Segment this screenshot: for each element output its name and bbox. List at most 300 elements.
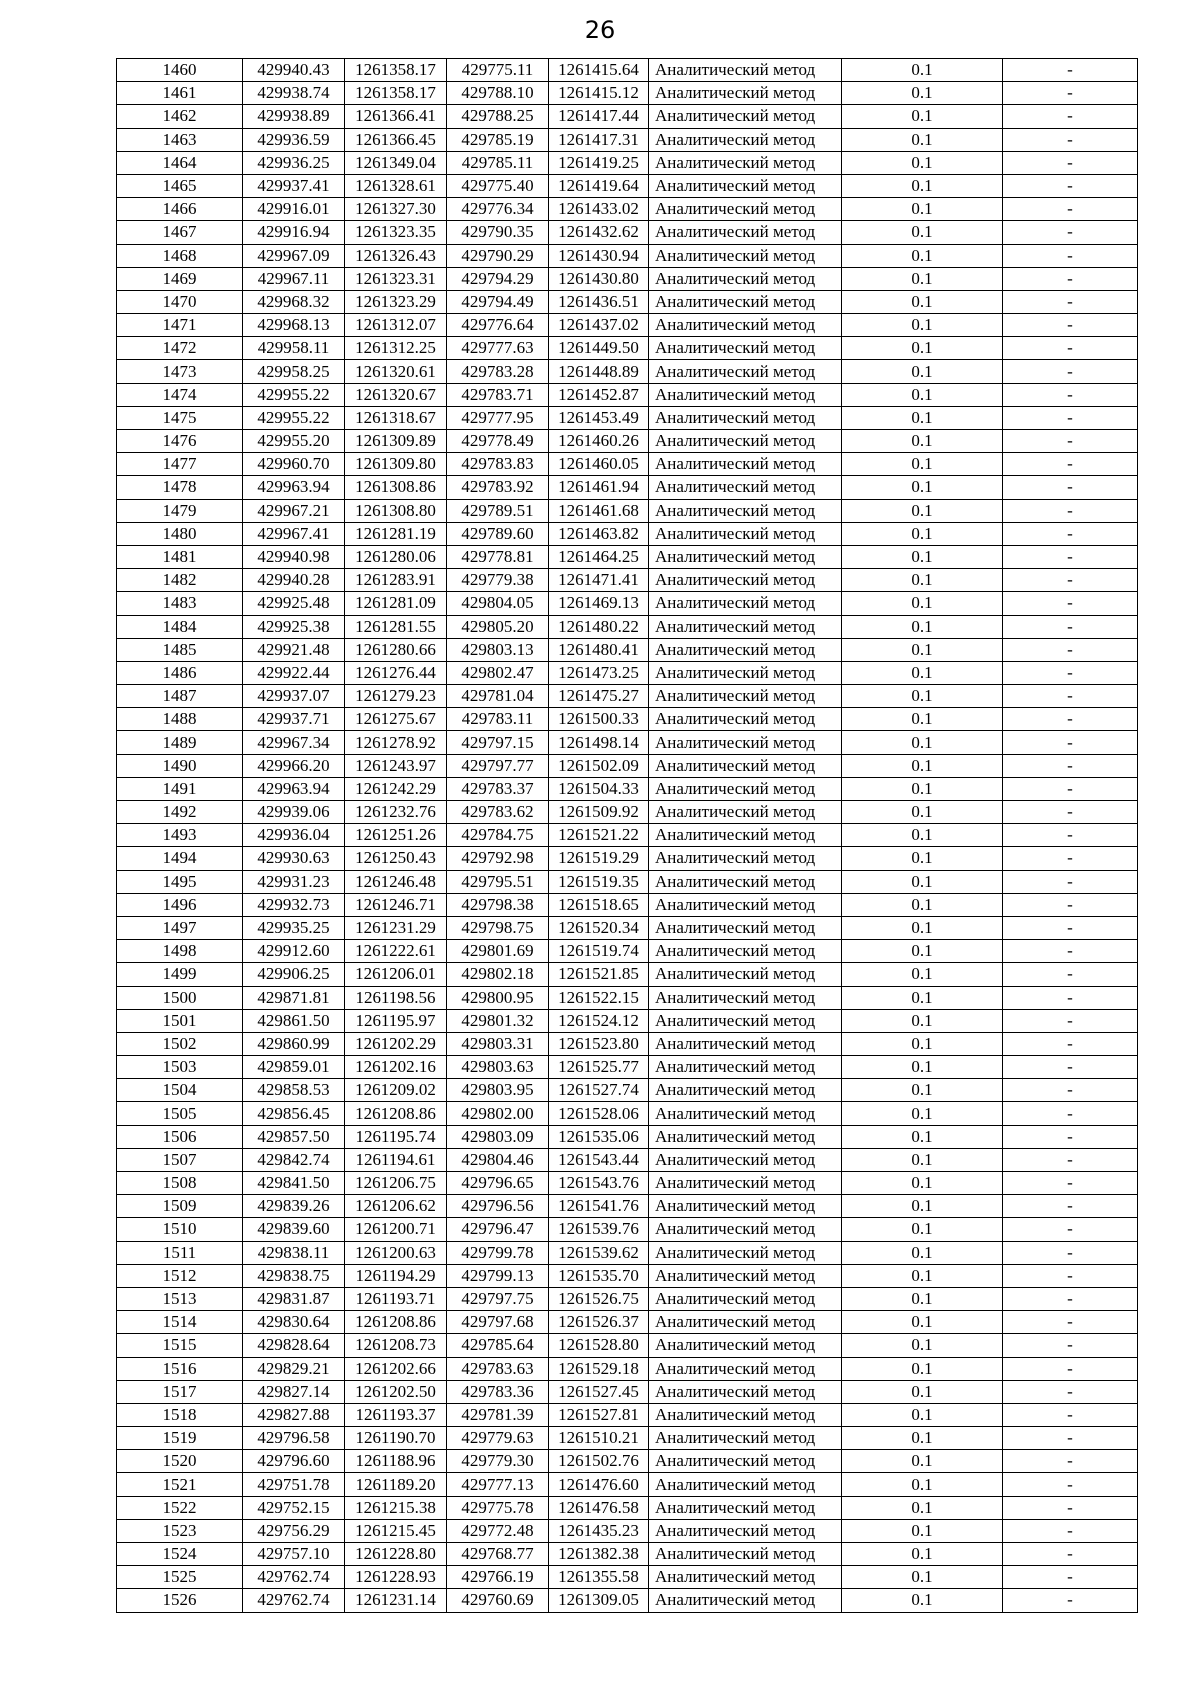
point-number-cell: 1473: [117, 360, 243, 383]
method-cell: Аналитический метод: [649, 1311, 842, 1334]
y-new-cell: 1261518.65: [549, 893, 649, 916]
note-cell: -: [1003, 1496, 1138, 1519]
table-row: [117, 337, 1138, 360]
x-new-cell: 429783.28: [447, 360, 549, 383]
note-cell: -: [1003, 731, 1138, 754]
note-cell: -: [1003, 105, 1138, 128]
method-cell: Аналитический метод: [649, 267, 842, 290]
table-row: [117, 1496, 1138, 1519]
point-number-cell: 1520: [117, 1450, 243, 1473]
x-old-cell: 429871.81: [243, 986, 345, 1009]
note-cell: -: [1003, 1380, 1138, 1403]
y-old-cell: 1261215.45: [345, 1519, 447, 1542]
x-old-cell: 429925.38: [243, 615, 345, 638]
y-new-cell: 1261528.80: [549, 1334, 649, 1357]
x-new-cell: 429776.34: [447, 198, 549, 221]
x-new-cell: 429783.63: [447, 1357, 549, 1380]
point-number-cell: 1510: [117, 1218, 243, 1241]
method-cell: Аналитический метод: [649, 383, 842, 406]
x-old-cell: 429967.11: [243, 267, 345, 290]
precision-cell: 0.1: [842, 406, 1003, 429]
point-number-cell: 1483: [117, 592, 243, 615]
table-row: [117, 754, 1138, 777]
y-new-cell: 1261419.64: [549, 174, 649, 197]
point-number-cell: 1484: [117, 615, 243, 638]
y-new-cell: 1261461.68: [549, 499, 649, 522]
method-cell: Аналитический метод: [649, 128, 842, 151]
x-old-cell: 429859.01: [243, 1056, 345, 1079]
x-new-cell: 429783.36: [447, 1380, 549, 1403]
y-new-cell: 1261539.62: [549, 1241, 649, 1264]
y-old-cell: 1261215.38: [345, 1496, 447, 1519]
table-row: [117, 1543, 1138, 1566]
point-number-cell: 1470: [117, 290, 243, 313]
y-old-cell: 1261251.26: [345, 824, 447, 847]
x-new-cell: 429803.63: [447, 1056, 549, 1079]
precision-cell: 0.1: [842, 1450, 1003, 1473]
precision-cell: 0.1: [842, 383, 1003, 406]
point-number-cell: 1486: [117, 661, 243, 684]
table-row: [117, 453, 1138, 476]
y-new-cell: 1261417.31: [549, 128, 649, 151]
note-cell: -: [1003, 1403, 1138, 1426]
x-old-cell: 429967.21: [243, 499, 345, 522]
y-new-cell: 1261509.92: [549, 801, 649, 824]
point-number-cell: 1469: [117, 267, 243, 290]
point-number-cell: 1475: [117, 406, 243, 429]
point-number-cell: 1524: [117, 1543, 243, 1566]
method-cell: Аналитический метод: [649, 1543, 842, 1566]
note-cell: -: [1003, 940, 1138, 963]
y-new-cell: 1261480.41: [549, 638, 649, 661]
x-new-cell: 429804.05: [447, 592, 549, 615]
x-old-cell: 429960.70: [243, 453, 345, 476]
method-cell: Аналитический метод: [649, 174, 842, 197]
y-old-cell: 1261222.61: [345, 940, 447, 963]
coordinates-table-body: [117, 59, 1138, 1613]
point-number-cell: 1502: [117, 1032, 243, 1055]
note-cell: -: [1003, 986, 1138, 1009]
x-new-cell: 429796.47: [447, 1218, 549, 1241]
note-cell: -: [1003, 314, 1138, 337]
y-new-cell: 1261529.18: [549, 1357, 649, 1380]
table-row: [117, 128, 1138, 151]
precision-cell: 0.1: [842, 1543, 1003, 1566]
precision-cell: 0.1: [842, 1195, 1003, 1218]
x-new-cell: 429794.49: [447, 290, 549, 313]
y-new-cell: 1261500.33: [549, 708, 649, 731]
y-old-cell: 1261323.31: [345, 267, 447, 290]
note-cell: -: [1003, 1450, 1138, 1473]
y-old-cell: 1261206.62: [345, 1195, 447, 1218]
x-old-cell: 429968.32: [243, 290, 345, 313]
method-cell: Аналитический метод: [649, 453, 842, 476]
y-old-cell: 1261328.61: [345, 174, 447, 197]
x-new-cell: 429803.09: [447, 1125, 549, 1148]
y-old-cell: 1261309.89: [345, 430, 447, 453]
y-old-cell: 1261208.86: [345, 1102, 447, 1125]
x-new-cell: 429799.78: [447, 1241, 549, 1264]
point-number-cell: 1503: [117, 1056, 243, 1079]
method-cell: Аналитический метод: [649, 1519, 842, 1542]
y-old-cell: 1261327.30: [345, 198, 447, 221]
point-number-cell: 1494: [117, 847, 243, 870]
note-cell: -: [1003, 1427, 1138, 1450]
x-old-cell: 429936.59: [243, 128, 345, 151]
x-new-cell: 429797.77: [447, 754, 549, 777]
precision-cell: 0.1: [842, 1287, 1003, 1310]
y-old-cell: 1261358.17: [345, 82, 447, 105]
x-old-cell: 429955.22: [243, 383, 345, 406]
point-number-cell: 1507: [117, 1148, 243, 1171]
x-old-cell: 429828.64: [243, 1334, 345, 1357]
point-number-cell: 1495: [117, 870, 243, 893]
y-new-cell: 1261498.14: [549, 731, 649, 754]
y-new-cell: 1261309.05: [549, 1589, 649, 1612]
table-row: [117, 174, 1138, 197]
note-cell: -: [1003, 1264, 1138, 1287]
precision-cell: 0.1: [842, 801, 1003, 824]
y-old-cell: 1261202.66: [345, 1357, 447, 1380]
x-new-cell: 429795.51: [447, 870, 549, 893]
precision-cell: 0.1: [842, 685, 1003, 708]
table-row: [117, 267, 1138, 290]
precision-cell: 0.1: [842, 615, 1003, 638]
note-cell: -: [1003, 754, 1138, 777]
method-cell: Аналитический метод: [649, 430, 842, 453]
x-new-cell: 429797.75: [447, 1287, 549, 1310]
y-new-cell: 1261473.25: [549, 661, 649, 684]
y-old-cell: 1261202.50: [345, 1380, 447, 1403]
precision-cell: 0.1: [842, 1357, 1003, 1380]
precision-cell: 0.1: [842, 1566, 1003, 1589]
y-old-cell: 1261308.80: [345, 499, 447, 522]
y-old-cell: 1261326.43: [345, 244, 447, 267]
method-cell: Аналитический метод: [649, 1473, 842, 1496]
y-old-cell: 1261232.76: [345, 801, 447, 824]
table-row: [117, 360, 1138, 383]
table-row: [117, 1125, 1138, 1148]
method-cell: Аналитический метод: [649, 1566, 842, 1589]
y-old-cell: 1261312.07: [345, 314, 447, 337]
method-cell: Аналитический метод: [649, 1079, 842, 1102]
note-cell: -: [1003, 406, 1138, 429]
note-cell: -: [1003, 545, 1138, 568]
y-new-cell: 1261535.06: [549, 1125, 649, 1148]
x-new-cell: 429804.46: [447, 1148, 549, 1171]
y-old-cell: 1261200.71: [345, 1218, 447, 1241]
table-row: [117, 499, 1138, 522]
x-old-cell: 429858.53: [243, 1079, 345, 1102]
x-old-cell: 429932.73: [243, 893, 345, 916]
y-old-cell: 1261320.67: [345, 383, 447, 406]
y-old-cell: 1261281.09: [345, 592, 447, 615]
table-row: [117, 1218, 1138, 1241]
y-new-cell: 1261417.44: [549, 105, 649, 128]
y-old-cell: 1261283.91: [345, 569, 447, 592]
x-old-cell: 429967.41: [243, 522, 345, 545]
x-new-cell: 429790.29: [447, 244, 549, 267]
x-new-cell: 429779.38: [447, 569, 549, 592]
table-row: [117, 1056, 1138, 1079]
table-row: [117, 1357, 1138, 1380]
table-row: [117, 1195, 1138, 1218]
point-number-cell: 1513: [117, 1287, 243, 1310]
precision-cell: 0.1: [842, 1496, 1003, 1519]
y-new-cell: 1261460.26: [549, 430, 649, 453]
table-row: [117, 777, 1138, 800]
y-new-cell: 1261476.60: [549, 1473, 649, 1496]
point-number-cell: 1509: [117, 1195, 243, 1218]
method-cell: Аналитический метод: [649, 1450, 842, 1473]
note-cell: -: [1003, 1241, 1138, 1264]
x-new-cell: 429783.11: [447, 708, 549, 731]
table-row: [117, 151, 1138, 174]
point-number-cell: 1489: [117, 731, 243, 754]
point-number-cell: 1526: [117, 1589, 243, 1612]
table-row: [117, 1566, 1138, 1589]
y-new-cell: 1261476.58: [549, 1496, 649, 1519]
x-old-cell: 429856.45: [243, 1102, 345, 1125]
table-row: [117, 1473, 1138, 1496]
x-new-cell: 429797.68: [447, 1311, 549, 1334]
point-number-cell: 1463: [117, 128, 243, 151]
y-old-cell: 1261193.37: [345, 1403, 447, 1426]
y-new-cell: 1261480.22: [549, 615, 649, 638]
note-cell: -: [1003, 1566, 1138, 1589]
note-cell: -: [1003, 128, 1138, 151]
x-new-cell: 429798.75: [447, 916, 549, 939]
y-old-cell: 1261358.17: [345, 59, 447, 82]
x-new-cell: 429796.65: [447, 1172, 549, 1195]
method-cell: Аналитический метод: [649, 940, 842, 963]
x-new-cell: 429801.69: [447, 940, 549, 963]
table-row: [117, 1264, 1138, 1287]
point-number-cell: 1479: [117, 499, 243, 522]
precision-cell: 0.1: [842, 1589, 1003, 1612]
table-row: [117, 1380, 1138, 1403]
table-row: [117, 986, 1138, 1009]
x-old-cell: 429963.94: [243, 476, 345, 499]
method-cell: Аналитический метод: [649, 847, 842, 870]
note-cell: -: [1003, 453, 1138, 476]
precision-cell: 0.1: [842, 105, 1003, 128]
precision-cell: 0.1: [842, 754, 1003, 777]
point-number-cell: 1466: [117, 198, 243, 221]
point-number-cell: 1488: [117, 708, 243, 731]
precision-cell: 0.1: [842, 1519, 1003, 1542]
precision-cell: 0.1: [842, 82, 1003, 105]
y-new-cell: 1261543.76: [549, 1172, 649, 1195]
table-row: [117, 916, 1138, 939]
coordinates-table: [116, 58, 1138, 1613]
precision-cell: 0.1: [842, 522, 1003, 545]
x-new-cell: 429785.19: [447, 128, 549, 151]
x-new-cell: 429799.13: [447, 1264, 549, 1287]
method-cell: Аналитический метод: [649, 151, 842, 174]
precision-cell: 0.1: [842, 1473, 1003, 1496]
precision-cell: 0.1: [842, 453, 1003, 476]
table-row: [117, 476, 1138, 499]
method-cell: Аналитический метод: [649, 963, 842, 986]
y-old-cell: 1261206.01: [345, 963, 447, 986]
table-row: [117, 569, 1138, 592]
table-row: [117, 1148, 1138, 1171]
table-row: [117, 221, 1138, 244]
y-new-cell: 1261521.85: [549, 963, 649, 986]
note-cell: -: [1003, 1148, 1138, 1171]
method-cell: Аналитический метод: [649, 754, 842, 777]
y-new-cell: 1261504.33: [549, 777, 649, 800]
y-new-cell: 1261510.21: [549, 1427, 649, 1450]
note-cell: -: [1003, 1473, 1138, 1496]
x-new-cell: 429805.20: [447, 615, 549, 638]
y-new-cell: 1261415.64: [549, 59, 649, 82]
precision-cell: 0.1: [842, 290, 1003, 313]
note-cell: -: [1003, 1009, 1138, 1032]
x-old-cell: 429841.50: [243, 1172, 345, 1195]
precision-cell: 0.1: [842, 1218, 1003, 1241]
y-new-cell: 1261433.02: [549, 198, 649, 221]
method-cell: Аналитический метод: [649, 916, 842, 939]
precision-cell: 0.1: [842, 1334, 1003, 1357]
y-new-cell: 1261527.45: [549, 1380, 649, 1403]
y-new-cell: 1261519.35: [549, 870, 649, 893]
point-number-cell: 1514: [117, 1311, 243, 1334]
note-cell: -: [1003, 499, 1138, 522]
method-cell: Аналитический метод: [649, 777, 842, 800]
note-cell: -: [1003, 1102, 1138, 1125]
x-new-cell: 429788.10: [447, 82, 549, 105]
x-old-cell: 429861.50: [243, 1009, 345, 1032]
x-old-cell: 429937.07: [243, 685, 345, 708]
x-new-cell: 429775.40: [447, 174, 549, 197]
method-cell: Аналитический метод: [649, 661, 842, 684]
table-row: [117, 685, 1138, 708]
note-cell: -: [1003, 244, 1138, 267]
method-cell: Аналитический метод: [649, 824, 842, 847]
y-old-cell: 1261281.19: [345, 522, 447, 545]
point-number-cell: 1505: [117, 1102, 243, 1125]
note-cell: -: [1003, 82, 1138, 105]
page-number: 26: [584, 16, 616, 44]
x-new-cell: 429792.98: [447, 847, 549, 870]
precision-cell: 0.1: [842, 1056, 1003, 1079]
x-old-cell: 429955.20: [243, 430, 345, 453]
point-number-cell: 1477: [117, 453, 243, 476]
x-old-cell: 429935.25: [243, 916, 345, 939]
y-new-cell: 1261432.62: [549, 221, 649, 244]
x-old-cell: 429762.74: [243, 1566, 345, 1589]
note-cell: -: [1003, 870, 1138, 893]
y-new-cell: 1261523.80: [549, 1032, 649, 1055]
note-cell: -: [1003, 592, 1138, 615]
table-row: [117, 615, 1138, 638]
y-new-cell: 1261535.70: [549, 1264, 649, 1287]
note-cell: -: [1003, 151, 1138, 174]
y-old-cell: 1261323.29: [345, 290, 447, 313]
precision-cell: 0.1: [842, 1264, 1003, 1287]
x-old-cell: 429796.60: [243, 1450, 345, 1473]
y-new-cell: 1261464.25: [549, 545, 649, 568]
x-old-cell: 429940.98: [243, 545, 345, 568]
table-row: [117, 1427, 1138, 1450]
x-old-cell: 429751.78: [243, 1473, 345, 1496]
x-old-cell: 429966.20: [243, 754, 345, 777]
x-old-cell: 429831.87: [243, 1287, 345, 1310]
table-row: [117, 105, 1138, 128]
note-cell: -: [1003, 569, 1138, 592]
method-cell: Аналитический метод: [649, 1589, 842, 1612]
point-number-cell: 1465: [117, 174, 243, 197]
y-old-cell: 1261318.67: [345, 406, 447, 429]
precision-cell: 0.1: [842, 1102, 1003, 1125]
note-cell: -: [1003, 1032, 1138, 1055]
point-number-cell: 1481: [117, 545, 243, 568]
method-cell: Аналитический метод: [649, 685, 842, 708]
method-cell: Аналитический метод: [649, 1056, 842, 1079]
x-new-cell: 429783.71: [447, 383, 549, 406]
precision-cell: 0.1: [842, 1009, 1003, 1032]
x-old-cell: 429839.60: [243, 1218, 345, 1241]
note-cell: -: [1003, 1543, 1138, 1566]
table-row: [117, 1102, 1138, 1125]
y-old-cell: 1261231.14: [345, 1589, 447, 1612]
method-cell: Аналитический метод: [649, 569, 842, 592]
note-cell: -: [1003, 360, 1138, 383]
x-new-cell: 429783.62: [447, 801, 549, 824]
x-old-cell: 429756.29: [243, 1519, 345, 1542]
method-cell: Аналитический метод: [649, 1218, 842, 1241]
point-number-cell: 1497: [117, 916, 243, 939]
table-row: [117, 314, 1138, 337]
x-new-cell: 429783.92: [447, 476, 549, 499]
precision-cell: 0.1: [842, 545, 1003, 568]
method-cell: Аналитический метод: [649, 545, 842, 568]
x-new-cell: 429778.49: [447, 430, 549, 453]
x-old-cell: 429912.60: [243, 940, 345, 963]
x-new-cell: 429781.39: [447, 1403, 549, 1426]
point-number-cell: 1461: [117, 82, 243, 105]
table-row: [117, 801, 1138, 824]
y-new-cell: 1261524.12: [549, 1009, 649, 1032]
precision-cell: 0.1: [842, 916, 1003, 939]
precision-cell: 0.1: [842, 1079, 1003, 1102]
point-number-cell: 1518: [117, 1403, 243, 1426]
method-cell: Аналитический метод: [649, 244, 842, 267]
x-old-cell: 429967.34: [243, 731, 345, 754]
precision-cell: 0.1: [842, 1427, 1003, 1450]
method-cell: Аналитический метод: [649, 476, 842, 499]
point-number-cell: 1512: [117, 1264, 243, 1287]
point-number-cell: 1476: [117, 430, 243, 453]
point-number-cell: 1499: [117, 963, 243, 986]
table-row: [117, 522, 1138, 545]
precision-cell: 0.1: [842, 244, 1003, 267]
precision-cell: 0.1: [842, 1032, 1003, 1055]
note-cell: -: [1003, 1218, 1138, 1241]
method-cell: Аналитический метод: [649, 708, 842, 731]
table-row: [117, 963, 1138, 986]
y-old-cell: 1261208.73: [345, 1334, 447, 1357]
method-cell: Аналитический метод: [649, 337, 842, 360]
x-new-cell: 429777.95: [447, 406, 549, 429]
method-cell: Аналитический метод: [649, 801, 842, 824]
method-cell: Аналитический метод: [649, 1241, 842, 1264]
table-row: [117, 661, 1138, 684]
y-new-cell: 1261502.09: [549, 754, 649, 777]
point-number-cell: 1478: [117, 476, 243, 499]
